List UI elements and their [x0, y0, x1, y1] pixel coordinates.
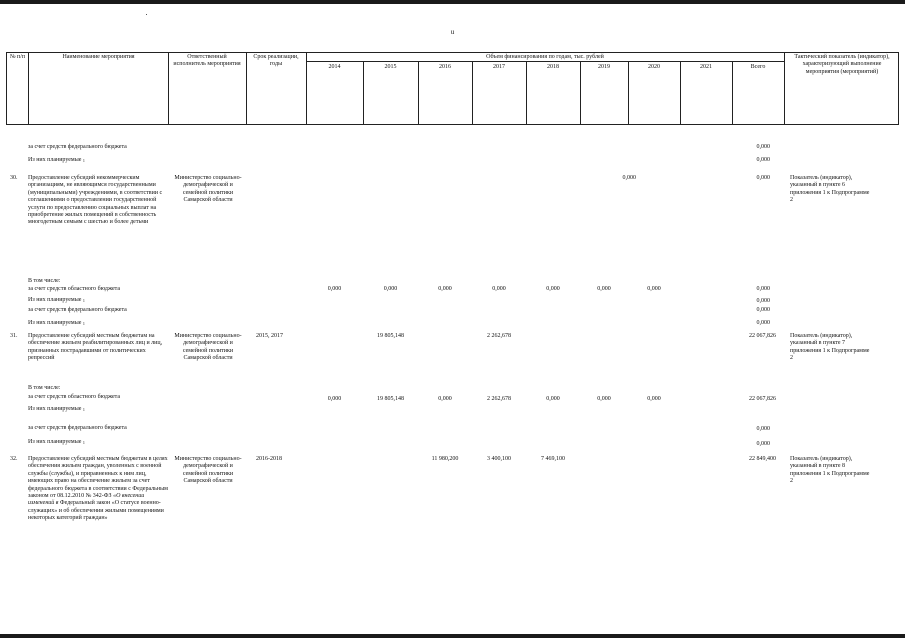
header-year-2017: 2017: [493, 64, 505, 70]
row30-planned-label: Из них планируемые $^1$: [28, 297, 85, 303]
row30-planned2-total: 0,000: [756, 320, 770, 326]
row31-regional-2017: 2 262,678: [487, 396, 511, 402]
header-year-2019: 2019: [598, 64, 610, 70]
row31-name: Предоставление субсидий местным бюджетам на обеспечение жильем реабилитированных лиц и лиц, признанных пострадавшими от политических репрессий: [28, 333, 163, 362]
header-year-2020: 2020: [648, 64, 660, 70]
header-funding: Объем финансирования по годам, тыс. рублей: [486, 54, 604, 60]
header-year-2015: 2015: [384, 64, 397, 70]
bottom-scan-border: [0, 634, 905, 638]
header-total: Всего: [750, 64, 766, 70]
header-bottom-line: [6, 124, 899, 125]
row-planned-total: 0,000: [756, 157, 770, 163]
row31-regional-2020: 0,000: [647, 396, 661, 402]
row30-federal-label: за счет средств федерального бюджета: [28, 307, 127, 313]
header-top-line: [6, 52, 899, 53]
row32-total: 22 849,400: [749, 456, 776, 462]
col-line: [306, 52, 307, 125]
row30-including: В том числе:: [28, 278, 61, 284]
header-year-2014: 2014: [328, 64, 341, 70]
row-fed-total: 0,000: [756, 144, 770, 150]
row31-regional-2016: 0,000: [438, 396, 452, 402]
row32-term: 2016-2018: [256, 456, 282, 462]
row30-regional-2017: 0,000: [492, 286, 506, 292]
row31-total: 22 067,826: [749, 333, 776, 339]
row31-2015: 19 805,148: [377, 333, 404, 339]
header-name: Наименование мероприятия: [62, 54, 135, 60]
header-executor: Ответственный исполнитель мероприятия: [173, 54, 241, 68]
table-header: [0, 52, 905, 134]
row31-regional-2015: 19 805,148: [377, 396, 404, 402]
col-line: [168, 52, 169, 125]
scan-speck: [146, 14, 147, 15]
row30-regional-2016: 0,000: [438, 286, 452, 292]
header-year-2018: 2018: [547, 64, 559, 70]
row31-regional-2019: 0,000: [597, 396, 611, 402]
row31-federal-label: за счет средств федерального бюджета: [28, 425, 127, 431]
row31-executor: Министерство социально-демографической и семейной политики Самарской области: [174, 333, 242, 362]
row30-regional-2018: 0,000: [546, 286, 560, 292]
row31-regional-2018: 0,000: [546, 396, 560, 402]
header-year-2021: 2021: [700, 64, 712, 70]
row30-indicator: Показатель (индикатор), указанный в пункте 6 приложения 1 к Подпрограмме 2: [790, 175, 870, 204]
row31-planned-label: Из них планируемые $^1$: [28, 406, 85, 412]
col-line: [6, 52, 7, 125]
row31-regional-total: 22 067,826: [749, 396, 776, 402]
row30-regional-2020: 0,000: [647, 286, 661, 292]
row30-regional-label: за счет средств областного бюджета: [28, 286, 121, 292]
header-term: Срок реализации, годы: [253, 54, 299, 68]
row30-2020: 0,000: [622, 175, 636, 181]
row30-regional-2015: 0,000: [383, 286, 398, 292]
row31-regional-label: за счет средств областного бюджета: [28, 394, 121, 400]
header-year-2016: 2016: [439, 64, 451, 70]
row30-federal-total: 0,000: [756, 307, 770, 313]
row32-executor: Министерство социально-демографической и семейной политики Самарской области: [174, 456, 242, 485]
header-indicator: Тактический показатель (индикатор), характеризующий выполнение мероприятия (мероприятий): [794, 54, 890, 75]
row31-federal-total: 0,000: [756, 426, 770, 432]
col-line: [898, 52, 899, 125]
row31-regional-2014: 0,000: [327, 396, 342, 402]
row32-num: 32.: [10, 456, 18, 462]
row31-2017: 2 262,678: [487, 333, 511, 339]
col-line: [246, 52, 247, 125]
row31-including: В том числе:: [28, 385, 61, 391]
row30-regional-total: 0,000: [756, 286, 770, 292]
row31-num: 31.: [10, 333, 18, 339]
col-line: [784, 52, 785, 125]
row30-num: 30.: [10, 175, 18, 181]
row30-regional-2019: 0,000: [597, 286, 611, 292]
row30-total: 0,000: [756, 175, 770, 181]
row30-planned2-label: Из них планируемые $^1$: [28, 320, 85, 326]
row30-name: Предоставление субсидий некоммерческим организациям, не являющимся государственными (муниципальными) учреждениями, в соответствии с соглашениями о предоставлении государственной услуги по предоставлению социальных выплат на приобретение жилых помещений в собственность многодетным семьям с шестью и более детьми: [28, 175, 163, 226]
row31-planned2-label: Из них планируемые $^1$: [28, 439, 85, 445]
page-number: u: [450, 28, 455, 36]
row-fed-label: за счет средств федерального бюджета: [28, 144, 127, 150]
row32-name: Предоставление субсидий местным бюджетам в целях обеспечения жильем граждан, уволенных с военной службы (службы), и приравненных к ним лиц, имеющих право на обеспечение жильем за счет федерального бюджета в соответствии с Федеральным законом от 08.12.2010 № 342-ФЗ «О внесении изменений в Федеральный закон «О статусе военно-служащих» и об обеспечении жилыми помещениями некоторых категорий граждан»: [28, 456, 168, 522]
row30-planned-total: 0,000: [756, 298, 770, 304]
row31-planned2-total: 0,000: [756, 441, 770, 447]
row32-2018: 7 469,100: [541, 456, 565, 462]
col-line: [28, 52, 29, 125]
row32-2016: 11 980,200: [431, 456, 459, 462]
row30-regional-2014: 0,000: [327, 286, 342, 292]
top-scan-border: [0, 0, 905, 4]
row32-indicator: Показатель (индикатор), указанный в пункте 8 приложения 1 к Подпрограмме 2: [790, 456, 870, 485]
row30-executor: Министерство социально-демографической и семейной политики Самарской области: [174, 175, 242, 204]
row-planned-label: Из них планируемые $^1$: [28, 157, 85, 163]
row31-indicator: Показатель (индикатор), указанный в пункте 7 приложения 1 к Подпрограмме 2: [790, 333, 870, 362]
row32-2017: 3 400,100: [487, 456, 511, 462]
row31-term: 2015, 2017: [256, 333, 283, 339]
header-num: № п/п: [9, 54, 26, 60]
